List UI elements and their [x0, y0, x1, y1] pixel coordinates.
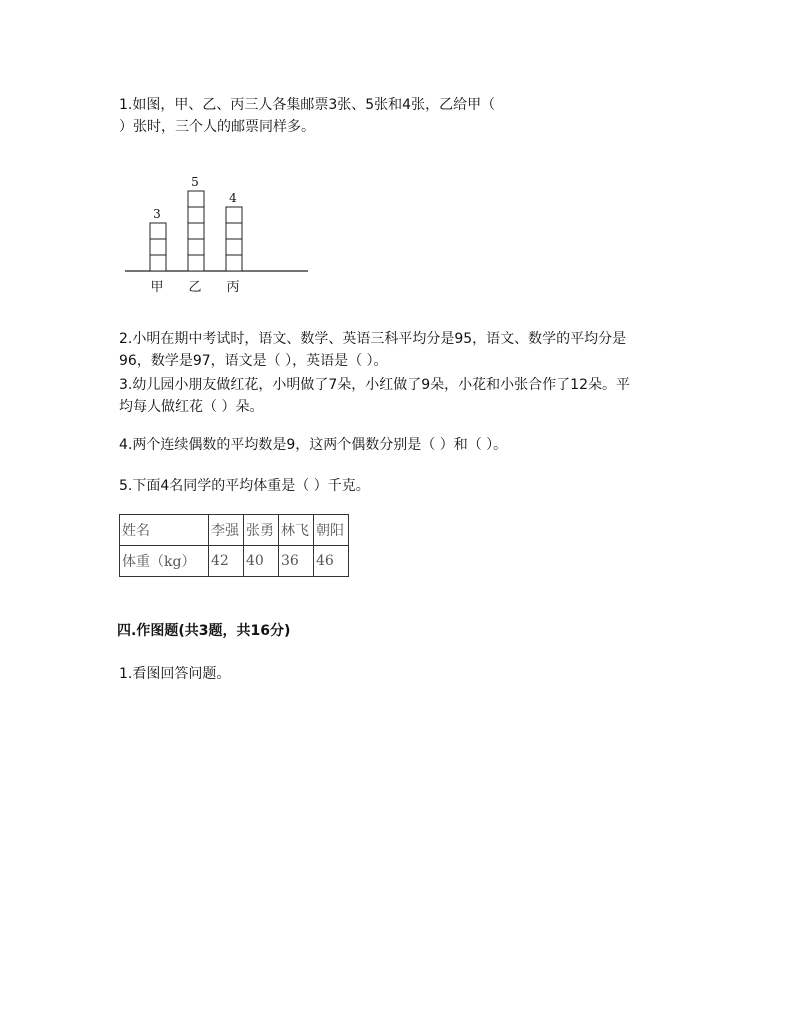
- table-row: [120, 546, 349, 577]
- q2-line-2: 96，数学是97，语文是（ ），英语是（ ）。: [119, 353, 388, 369]
- q3-line-1: 3.幼儿园小朋友做红花，小明做了7朵，小红做了9朵，小花和小张合作了12朵。平: [119, 377, 630, 393]
- category-label: 乙: [188, 280, 202, 295]
- stamp-square: [150, 255, 166, 271]
- stamp-square: [188, 239, 204, 255]
- stamp-square: [188, 255, 204, 271]
- table-cell: 36: [279, 546, 314, 577]
- stamp-square: [150, 239, 166, 255]
- weight-table: [119, 514, 349, 577]
- stamp-square: [188, 223, 204, 239]
- stamp-square: [150, 223, 166, 239]
- q3-line-2: 均每人做红花（ ）朵。: [119, 399, 264, 415]
- q2-line-1: 2.小明在期中考试时，语文、数学、英语三科平均分是95，语文、数学的平均分是: [119, 331, 627, 347]
- table-cell: 李强: [209, 515, 244, 546]
- table-cell: 40: [244, 546, 279, 577]
- table-cell: 42: [209, 546, 244, 577]
- table-cell: 46: [314, 546, 349, 577]
- table-cell: 林飞: [279, 515, 314, 546]
- table-cell: 姓名: [120, 515, 209, 546]
- stamp-square: [226, 239, 242, 255]
- category-label: 丙: [226, 280, 240, 295]
- table-cell: 体重（kg）: [120, 546, 209, 577]
- value-label: 3: [153, 207, 161, 221]
- q1-line-1: 1.如图，甲、乙、丙三人各集邮票3张、5张和4张，乙给甲（: [119, 97, 496, 113]
- table-cell: 朝阳: [314, 515, 349, 546]
- q4-line: 4.两个连续偶数的平均数是9，这两个偶数分别是（ ）和（ ）。: [119, 437, 508, 453]
- stamp-square: [226, 223, 242, 239]
- q5-line: 5.下面4名同学的平均体重是（ ）千克。: [119, 478, 370, 494]
- stamp-square: [226, 255, 242, 271]
- q1-line-2: ）张时，三个人的邮票同样多。: [119, 119, 315, 135]
- section4-q1-line: 1.看图回答问题。: [119, 666, 231, 682]
- section-title: 四.作图题(共3题，共16分): [117, 623, 291, 639]
- stamp-square: [226, 207, 242, 223]
- value-label: 5: [191, 175, 199, 189]
- stamp-stack-figure: [120, 168, 320, 300]
- stamp-square: [188, 191, 204, 207]
- table-header-row: [120, 515, 349, 546]
- category-label: 甲: [150, 280, 164, 295]
- stamp-square: [188, 207, 204, 223]
- value-label: 4: [229, 191, 237, 205]
- table-cell: 张勇: [244, 515, 279, 546]
